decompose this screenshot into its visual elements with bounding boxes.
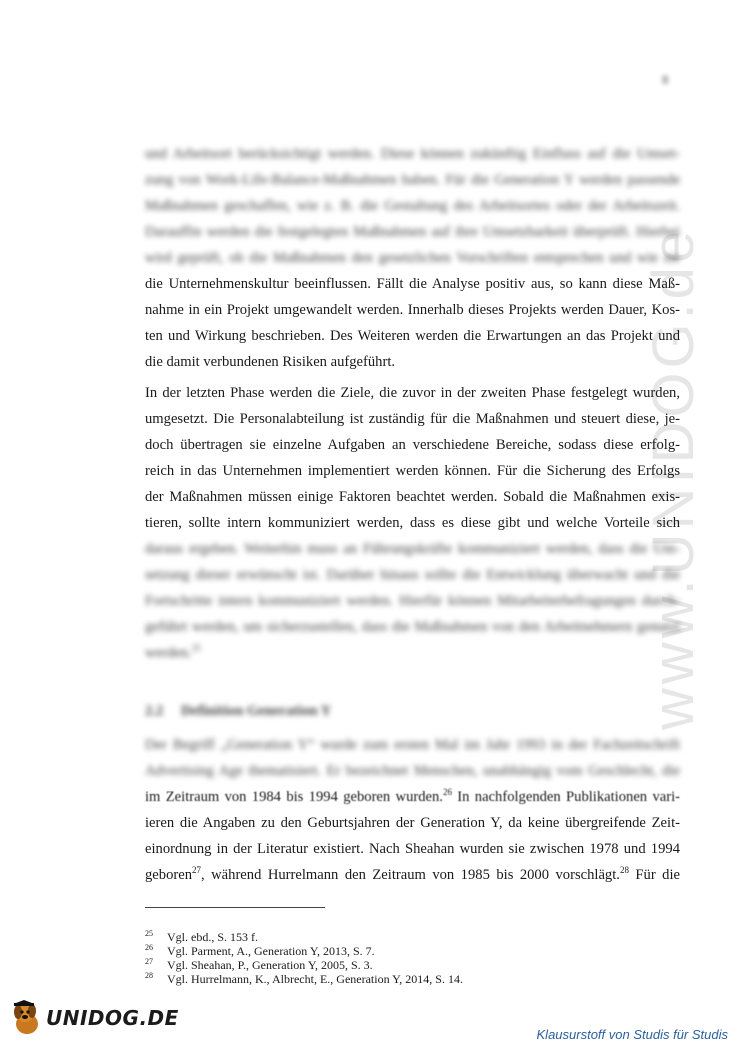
text-line: ieren die Angaben zu den Geburtsjahren der Generation Y, da keine übergreifende Zeit-: [145, 815, 680, 831]
text-part: In nachfolgenden Publikationen vari-: [451, 789, 680, 805]
logo-text: UNIDOG.DE: [46, 1006, 179, 1030]
text-part: Für die: [628, 867, 680, 883]
page-number: 8: [662, 72, 669, 87]
text-part: , während Hurrelmann den Zeitraum von 1985 bis 2000 vorschlägt.: [201, 867, 620, 883]
blurred-line: setzung dieser erwünscht ist. Darüber hinaus sollte die Entwicklung überwacht und die: [145, 567, 680, 583]
section-heading: [145, 703, 331, 720]
footnote-ref: 28: [619, 865, 629, 876]
blurred-line: Maßnahmen geschaffen, wie z. B. die Gestaltung des Arbeitsortes oder der Arbeitszeit.: [145, 198, 680, 214]
text-part: im Zeitraum von 1984 bis 1994 geboren wurden.: [145, 789, 443, 805]
text-line: ten und Wirkung beschrieben. Des Weiteren werden die Erwartungen an das Projekt und: [145, 328, 680, 344]
footnote-text: Vgl. Hurrelmann, K., Albrecht, E., Generation Y, 2014, S. 14.: [167, 972, 463, 986]
text-line: nahme in ein Projekt umgewandelt werden. Innerhalb dieses Projekts werden Dauer, Kos-: [145, 302, 680, 318]
blurred-line: daraus ergeben. Weiterhin muss an Führungskräfte kommuniziert werden, dass die Um-: [145, 541, 680, 557]
paragraph-2: [145, 380, 680, 666]
blurred-line: Darauffin werden die festgelegten Maßnahmen auf ihre Umsetzbarkeit überprüft. Hierbei: [145, 224, 680, 240]
text-part: geboren: [145, 867, 193, 883]
footnote-text: Vgl. Parment, A., Generation Y, 2013, S. 7.: [167, 944, 375, 958]
paragraph-3: [145, 732, 680, 888]
blurred-line: Der Begriff „Generation Y“ wurde zum ersten Mal im Jahr 1993 in der Fachzeitschrift: [145, 737, 680, 753]
text-line: einordnung in der Literatur existiert. Nach Sheahan wurden sie zwischen 1978 und 1994: [145, 841, 680, 857]
text-line: doch übertragen sie einzelne Aufgaben an verschiedene Bereiche, sodass diese erfolg-: [145, 437, 680, 453]
blurred-line: Advertising Age thematisiert. Er bezeichnet Menschen, unabhängig vom Geschlecht, die: [145, 763, 680, 779]
text-line: der Maßnahmen müssen einige Faktoren beachtet werden. Sobald die Maßnahmen exis-: [145, 489, 680, 505]
footnote: 28 Vgl. Hurrelmann, K., Albrecht, E., Generation Y, 2014, S. 14.: [145, 971, 463, 986]
blurred-line: [145, 640, 680, 666]
text-line: [145, 784, 680, 810]
footnote-text: Vgl. Sheahan, P., Generation Y, 2005, S. 3.: [167, 958, 373, 972]
footnote-ref: 26: [442, 787, 452, 798]
blurred-line: Fortschritte intern kommuniziert werden. Hierfür können Mitarbeiterbefragungen durch-: [145, 593, 680, 609]
text-line: [145, 862, 680, 888]
text-line: umgesetzt. Die Personalabteilung ist zuständig für die Maßnahmen und steuert diese, je-: [145, 411, 680, 427]
text-line: tieren, sollte intern kommuniziert werden, dass es diese gibt und welche Vorteile sich: [145, 515, 680, 531]
section-number: 2.2: [145, 703, 164, 719]
footer-claim: Klausurstoff von Studis für Studis: [536, 1027, 728, 1042]
footnote-divider: [145, 907, 325, 908]
text-line: reich in das Unternehmen implementiert werden können. Für die Sicherung des Erfolgs: [145, 463, 680, 479]
footnote-ref: 27: [192, 865, 202, 876]
blurred-line: zung von Work-Life-Balance-Maßnahmen haben. Für die Generation Y werden passende: [145, 172, 680, 188]
dog-icon: [10, 1000, 44, 1036]
blurred-line: und Arbeitsort berücksichtigt werden. Diese können zukünftig Einfluss auf die Umset-: [145, 146, 680, 162]
footnote: 26 Vgl. Parment, A., Generation Y, 2013, S. 7.: [145, 943, 375, 958]
paragraph-1: [145, 141, 680, 375]
footnote-text: Vgl. ebd., S. 153 f.: [167, 930, 258, 944]
unidog-logo: [10, 1000, 179, 1036]
blurred-line: wird geprüft, ob die Maßnahmen den gesetzlichen Vorschriften entsprechen und wie sie: [145, 250, 680, 266]
footnote: 25 Vgl. ebd., S. 153 f.: [145, 929, 258, 944]
footnote-ref: 25: [191, 643, 201, 654]
blurred-text: werden.: [145, 645, 192, 661]
text-line: In der letzten Phase werden die Ziele, die zuvor in der zweiten Phase festgelegt wurden,: [145, 385, 680, 401]
text-line: die Unternehmenskultur beeinflussen. Fällt die Analyse positiv aus, so kann diese Maß-: [145, 276, 680, 292]
blurred-line: geführt werden, um sicherzustellen, dass die Maßnahmen von den Arbeitnehmern genutzt: [145, 619, 680, 635]
section-title: Definition Generation Y: [181, 703, 332, 719]
footnote: 27 Vgl. Sheahan, P., Generation Y, 2005, S. 3.: [145, 957, 373, 972]
text-line: die damit verbundenen Risiken aufgeführt.: [145, 354, 396, 370]
watermark: www.UNIDOG.de: [641, 226, 706, 730]
footnotes: [145, 930, 463, 986]
